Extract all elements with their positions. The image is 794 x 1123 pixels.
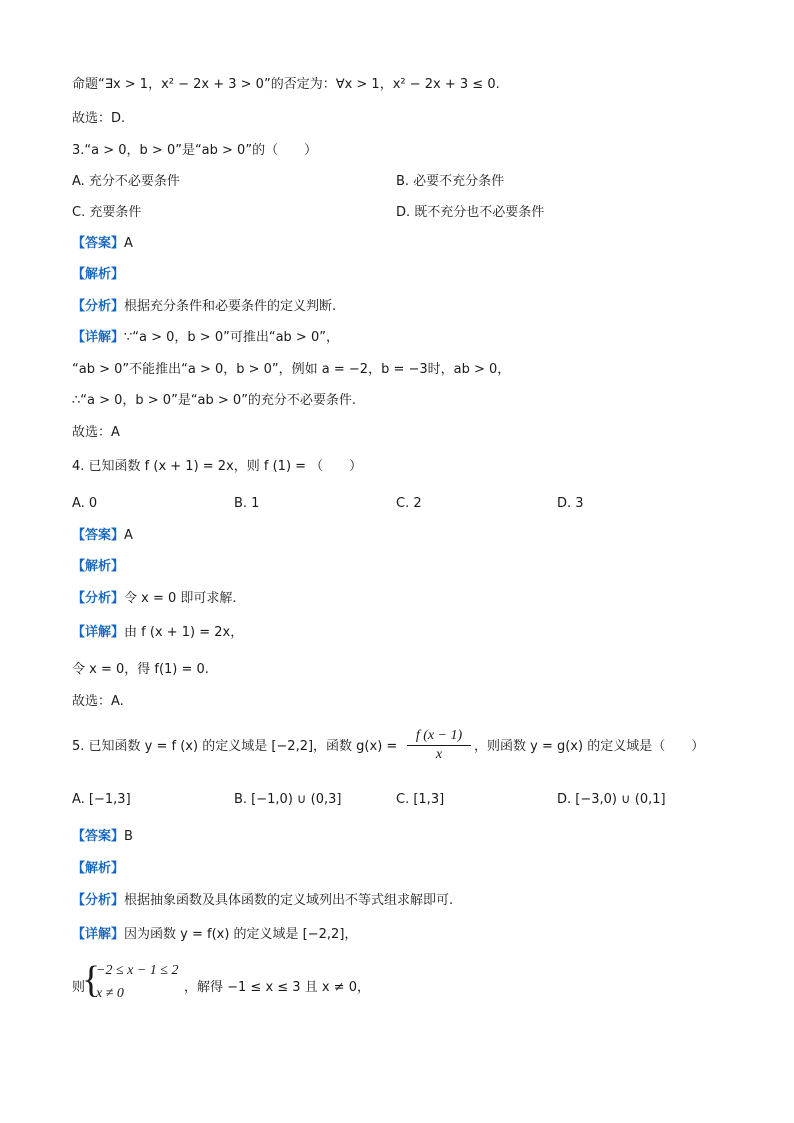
q5-fraction-denominator: x <box>435 747 443 762</box>
analysis-tag: 【分析】 <box>72 591 125 606</box>
q3-answer-value: A <box>124 236 133 251</box>
q4-option-c: C. 2 <box>396 496 422 511</box>
q3-detail-line <box>72 329 339 347</box>
q5-fraction-numerator: f (x − 1) <box>407 728 471 746</box>
q3-analysis-text: 根据充分条件和必要条件的定义判断. <box>124 299 337 314</box>
q3-detail-line-3: ∴“a > 0，b > 0”是“ab > 0”的充分不必要条件. <box>72 393 357 408</box>
q4-option-d: D. 3 <box>557 496 584 511</box>
q3-option-d: D. 既不充分也不必要条件 <box>396 205 545 220</box>
q5-analysis-text: 根据抽象函数及具体函数的定义域列出不等式组求解即可. <box>124 893 454 908</box>
q5-system-row-2: x ≠ 0 <box>96 986 124 1001</box>
answer-tag: 【答案】 <box>72 829 125 844</box>
analysis-heading-tag: 【解析】 <box>72 861 125 876</box>
q3-detail-line-2: “ab > 0”不能推出“a > 0，b > 0”，例如 a = −2，b = −3时，ab > 0， <box>72 362 511 377</box>
q3-analysis-heading <box>72 266 124 284</box>
q4-answer-value: A <box>124 528 133 543</box>
q3-option-c: C. 充要条件 <box>72 205 142 220</box>
q4-answer-line <box>72 527 133 545</box>
q5-detail-line <box>72 926 357 944</box>
detail-tag: 【详解】 <box>72 330 125 345</box>
detail-tag: 【详解】 <box>72 927 125 942</box>
answer-tag: 【答案】 <box>72 528 125 543</box>
q4-analysis-text: 令 x = 0 即可求解. <box>124 591 237 606</box>
q4-option-b: B. 1 <box>234 496 260 511</box>
q3-stem: 3.“a > 0，b > 0”是“ab > 0”的（ ） <box>72 143 318 158</box>
q5-analysis-heading <box>72 860 124 878</box>
left-brace-icon: { <box>82 959 101 1001</box>
select-d-line: 故选：D. <box>72 111 126 126</box>
q5-answer-line <box>72 828 133 846</box>
q5-fraction <box>407 728 471 763</box>
q3-option-b: B. 必要不充分条件 <box>396 174 505 189</box>
analysis-tag: 【分析】 <box>72 893 125 908</box>
answer-tag: 【答案】 <box>72 236 125 251</box>
q5-option-c: C. [1,3] <box>396 792 445 807</box>
detail-tag: 【详解】 <box>72 625 125 640</box>
q4-detail-line <box>72 624 243 642</box>
q5-solve-text: ，解得 −1 ≤ x ≤ 3 且 x ≠ 0， <box>184 980 370 995</box>
analysis-heading-tag: 【解析】 <box>72 559 125 574</box>
q3-analysis-line <box>72 298 336 316</box>
q4-analysis-line <box>72 590 237 608</box>
q4-select-line: 故选：A. <box>72 694 124 709</box>
q4-detail-line-2: 令 x = 0，得 f(1) = 0. <box>72 662 209 677</box>
q3-answer-line <box>72 235 133 253</box>
q4-stem: 4. 已知函数 f (x + 1) = 2x，则 f (1) = （ ） <box>72 459 363 474</box>
q5-then-label: 则 <box>72 980 86 995</box>
q3-detail-text: ∵“a > 0，b > 0”可推出“ab > 0”， <box>124 330 339 345</box>
q5-stem-part-b: ，则函数 y = g(x) 的定义域是（ ） <box>474 739 705 754</box>
negation-line: 命题“∃x > 1，x² − 2x + 3 > 0”的否定为：∀x > 1，x² − 2x + 3 ≤ 0. <box>72 77 500 92</box>
q5-stem-part-a: 5. 已知函数 y = f (x) 的定义域是 [−2,2]，函数 g(x) = <box>72 739 398 754</box>
analysis-tag: 【分析】 <box>72 299 125 314</box>
q4-analysis-heading <box>72 558 124 576</box>
q5-option-a: A. [−1,3] <box>72 792 131 807</box>
q5-option-d: D. [−3,0) ∪ (0,1] <box>557 792 666 807</box>
q5-system-row-1: −2 ≤ x − 1 ≤ 2 <box>96 963 179 978</box>
q5-option-b: B. [−1,0) ∪ (0,3] <box>234 792 342 807</box>
q5-answer-value: B <box>124 829 133 844</box>
q3-select-line: 故选：A <box>72 425 120 440</box>
q4-detail-text: 由 f (x + 1) = 2x， <box>124 625 244 640</box>
analysis-heading-tag: 【解析】 <box>72 267 125 282</box>
q5-detail-text: 因为函数 y = f(x) 的定义域是 [−2,2]， <box>124 927 358 942</box>
q3-option-a: A. 充分不必要条件 <box>72 174 180 189</box>
q5-analysis-line <box>72 892 453 910</box>
q4-option-a: A. 0 <box>72 496 98 511</box>
